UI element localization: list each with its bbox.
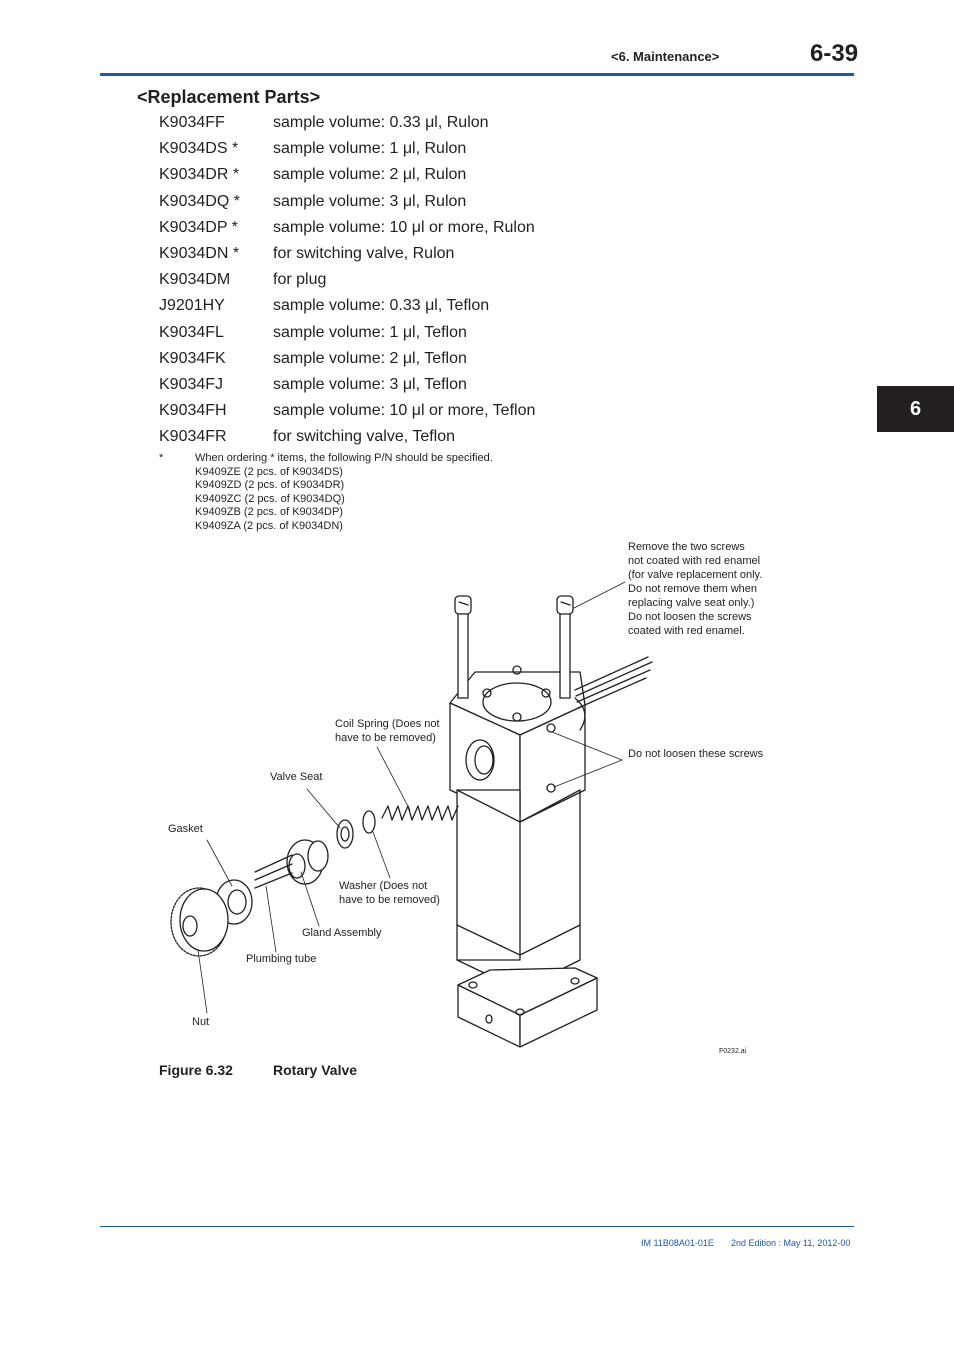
label-screws-note: Remove the two screws not coated with red enamel (for valve replacement only. Do not remove them when replacing valve seat only.) Do not loosen the screws coated with red enamel. (628, 541, 763, 637)
footer-edition: 2nd Edition : May 11, 2012-00 (731, 1238, 851, 1248)
part-description: sample volume: 1 μl, Teflon (273, 323, 467, 341)
figure-caption (159, 1062, 357, 1078)
part-number: K9034FK (159, 349, 226, 367)
figure-file-id: F0232.ai (719, 1048, 747, 1055)
coil-spring (382, 806, 458, 820)
label-coil-spring: Coil Spring (Does not have to be removed) (335, 718, 440, 744)
nut (171, 888, 228, 956)
part-number: K9034DS * (159, 140, 239, 158)
footnote-line: K9409ZB (2 pcs. of K9034DP) (195, 506, 343, 519)
footnote-line: K9409ZC (2 pcs. of K9034DQ) (195, 492, 345, 505)
label-nut: Nut (192, 1016, 210, 1028)
valve-base (458, 968, 597, 1047)
footnote-line: K9409ZD (2 pcs. of K9034DR) (195, 479, 345, 492)
part-description: for switching valve, Teflon (273, 428, 456, 446)
figure-title: Rotary Valve (273, 1062, 358, 1078)
footnote-mark: * (159, 452, 164, 464)
section-title: <Replacement Parts> (137, 87, 321, 107)
label-do-not-loosen: Do not loosen these screws (628, 748, 764, 760)
footer-rule (100, 1226, 854, 1227)
part-number: K9034FR (159, 428, 227, 446)
label-gland-assembly: Gland Assembly (302, 927, 382, 939)
part-description: sample volume: 10 μl or more, Teflon (273, 402, 536, 420)
part-description: for switching valve, Rulon (273, 244, 455, 262)
part-number: K9034DP * (159, 218, 238, 236)
footer-doc-id: IM 11B08A01-01E (641, 1238, 714, 1248)
footnote-line: K9409ZA (2 pcs. of K9034DN) (195, 519, 343, 532)
part-description: sample volume: 0.33 μl, Rulon (273, 114, 489, 131)
valve-body (450, 666, 585, 990)
part-description: sample volume: 3 μl, Rulon (273, 192, 467, 210)
part-number: K9034DM (159, 271, 231, 289)
part-number: K9034FF (159, 114, 225, 131)
gland-assembly (287, 840, 328, 884)
part-description: sample volume: 10 μl or more, Rulon (273, 218, 535, 236)
part-number: K9034FJ (159, 375, 224, 393)
part-description: for plug (273, 271, 327, 289)
part-description: sample volume: 2 μl, Rulon (273, 166, 467, 184)
valve-seat (337, 820, 353, 848)
tubes (575, 657, 652, 708)
part-number: J9201HY (159, 297, 225, 315)
part-number: K9034FH (159, 402, 227, 420)
footnote-line: K9409ZE (2 pcs. of K9034DS) (195, 465, 343, 478)
part-description: sample volume: 3 μl, Teflon (273, 375, 467, 393)
label-washer: Washer (Does not have to be removed) (339, 880, 440, 906)
footnote-line: When ordering * items, the following P/N should be specified. (195, 452, 493, 464)
label-valve-seat: Valve Seat (270, 771, 323, 783)
part-description: sample volume: 2 μl, Teflon (273, 349, 467, 367)
part-number: K9034DR * (159, 166, 240, 184)
part-number: K9034DN * (159, 244, 240, 262)
label-gasket: Gasket (168, 823, 203, 835)
part-description: sample volume: 0.33 μl, Teflon (273, 297, 490, 315)
chapter-tab: 6 (877, 386, 954, 432)
part-number: K9034FL (159, 323, 224, 341)
part-number: K9034DQ * (159, 192, 240, 210)
washer (363, 811, 375, 833)
part-description: sample volume: 1 μl, Rulon (273, 140, 467, 158)
header-section-title: <6. Maintenance> (611, 49, 720, 64)
figure-number: Figure 6.32 (159, 1062, 233, 1078)
page-number: 6-39 (810, 40, 859, 67)
label-plumbing-tube: Plumbing tube (246, 953, 317, 965)
